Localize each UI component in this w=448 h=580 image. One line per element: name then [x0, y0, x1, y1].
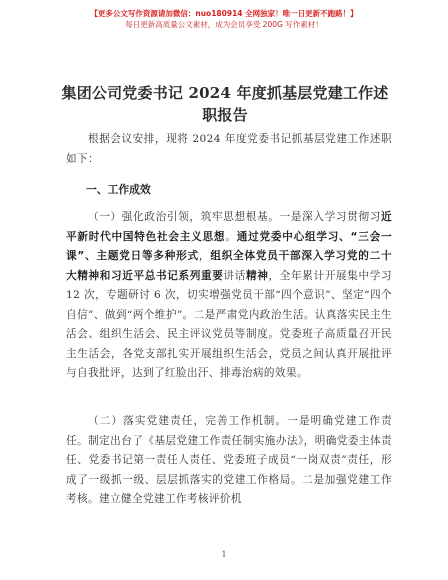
paragraph-text: ，全年累计开展集中学习 12 次，专题研讨 6 次，切实增强党员干部“四个意识”、坚定“四个自信”、做到“两个维护”。二是严肃党内政治生活。认真落实民主生活会、组织生活会、民主评议党员等制度。党委班子高质量召开民主生活会，各党支部扎实开展组织生活会，党员之间认真开展批评与自我批评，达到了红脸出汗、排毒治病的效果。	[66, 269, 392, 379]
paragraph-party-responsibility: （二）落实党建责任，完善工作机制。一是明确党建工作责任。制定出台了《基层党建工作责任制实施办法》，明确党委主体责任、党委书记第一责任人责任、党委班子成员“一岗双责”责任，形成了一级抓一级、层层抓落实的党建工作格局。二是加强党建工作考核。建立健全党建工作考核评价机	[66, 415, 392, 505]
page-number: 1	[221, 550, 227, 559]
paragraph-text: 。	[225, 230, 237, 243]
intro-paragraph: 根据会议安排，现将 2024 年度党委书记抓基层党建工作述职如下：	[66, 133, 392, 165]
document-title	[40, 82, 410, 126]
promo-banner-line1: 【更多公文写作资源请加微信：nuo180914 全网独家！唯一日更新不跑路！】	[90, 9, 358, 18]
promo-banner	[0, 8, 448, 30]
document-title-line2: 职报告	[202, 106, 248, 124]
paragraph-text: （一）强化政治引领，筑牢思想根基。一是深入学习贯彻习	[88, 211, 381, 223]
promo-banner-line2: 每日更新高质量公文素材，成为会员享受 200G 写作素材！	[125, 20, 323, 29]
section-heading: 一、工作成效	[86, 183, 151, 196]
highlighted-text: 通过党委中心组学习、“三会一课”、主题党日等多种形式	[66, 230, 392, 262]
paragraph-text: 讲话	[223, 269, 246, 282]
document-title-line1: 集团公司党委书记 2024 年度抓基层党建工作述	[61, 84, 389, 102]
highlighted-text: 精神	[245, 269, 269, 282]
highlighted-text: 组织全体党员干部深入学习党的二十大精神和习近平总书记系列重要	[66, 250, 392, 282]
paragraph-text: ，	[198, 250, 211, 262]
paragraph-political-guidance	[66, 208, 392, 384]
highlighted-text: 近平新时代中国特色社会主义思想	[66, 211, 392, 243]
